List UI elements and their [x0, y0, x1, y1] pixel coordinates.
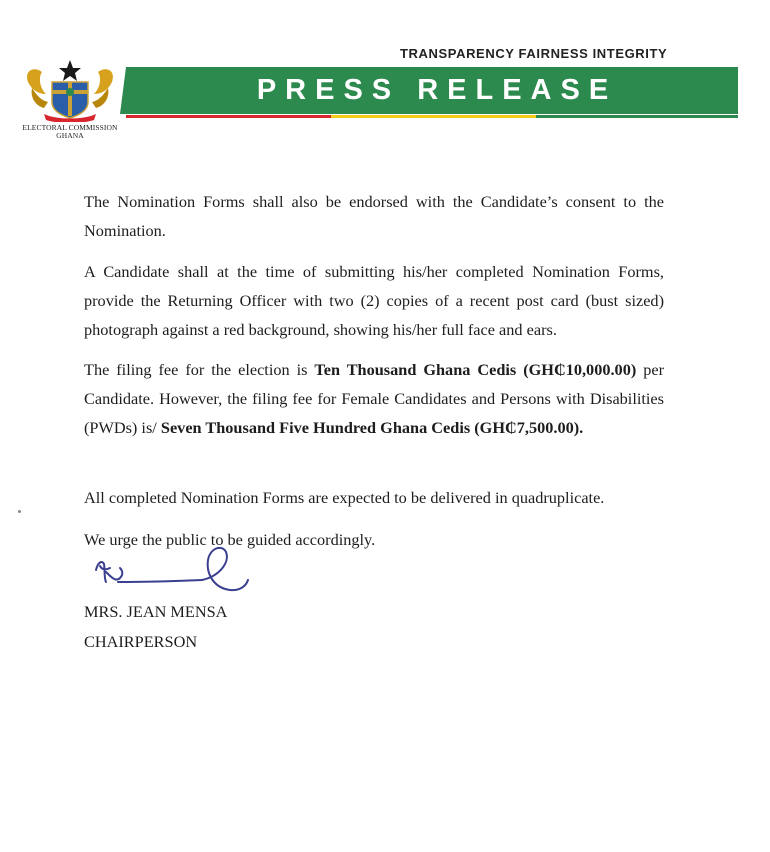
stripe-green [536, 115, 738, 118]
logo-caption: ELECTORAL COMMISSION GHANA [22, 123, 118, 140]
signatory-name: MRS. JEAN MENSA [84, 602, 228, 621]
paragraph-quadruplicate: All completed Nomination Forms are expected to be delivered in quadruplicate. [84, 488, 605, 507]
paragraph-consent: The Nomination Forms shall also be endorsed with the Candidate’s consent to the Nomination. [84, 192, 664, 240]
handwritten-signature [90, 540, 250, 600]
stripe-red [126, 115, 331, 118]
fee-standard: Ten Thousand Ghana Cedis (GH₵10,000.00) [314, 360, 637, 379]
paragraph-filing-fee: The filing fee for the election is Ten Thousand Ghana Cedis (GH₵10,000.00) per Candidate. However, the filing fee for Female Candidates and Persons with Disabilities (PWDs) is/ Seven Thousand Five Hundred Ghana Cedis (GH₵7,500.00). [84, 360, 665, 437]
signatory-title: CHAIRPERSON [84, 632, 198, 651]
banner-wedge [120, 67, 140, 114]
coat-of-arms-icon [22, 58, 118, 122]
banner-title: PRESS RELEASE [256, 74, 618, 106]
scan-speck [18, 510, 21, 513]
fee-reduced: Seven Thousand Five Hundred Ghana Cedis (GH₵7,500.00). [160, 418, 584, 437]
motto-tagline: TRANSPARENCY FAIRNESS INTEGRITY [400, 46, 668, 61]
press-release-banner [126, 67, 738, 114]
paragraph-guidance: We urge the public to be guided accordingly. [84, 530, 376, 549]
stripe-yellow [331, 115, 536, 118]
paragraph-photograph: A Candidate shall at the time of submitting his/her completed Nomination Forms, provide the Returning Officer with two (2) copies of a recent post card (bust sized) photograph against a red background, showing his/her full face and ears. [84, 262, 664, 339]
